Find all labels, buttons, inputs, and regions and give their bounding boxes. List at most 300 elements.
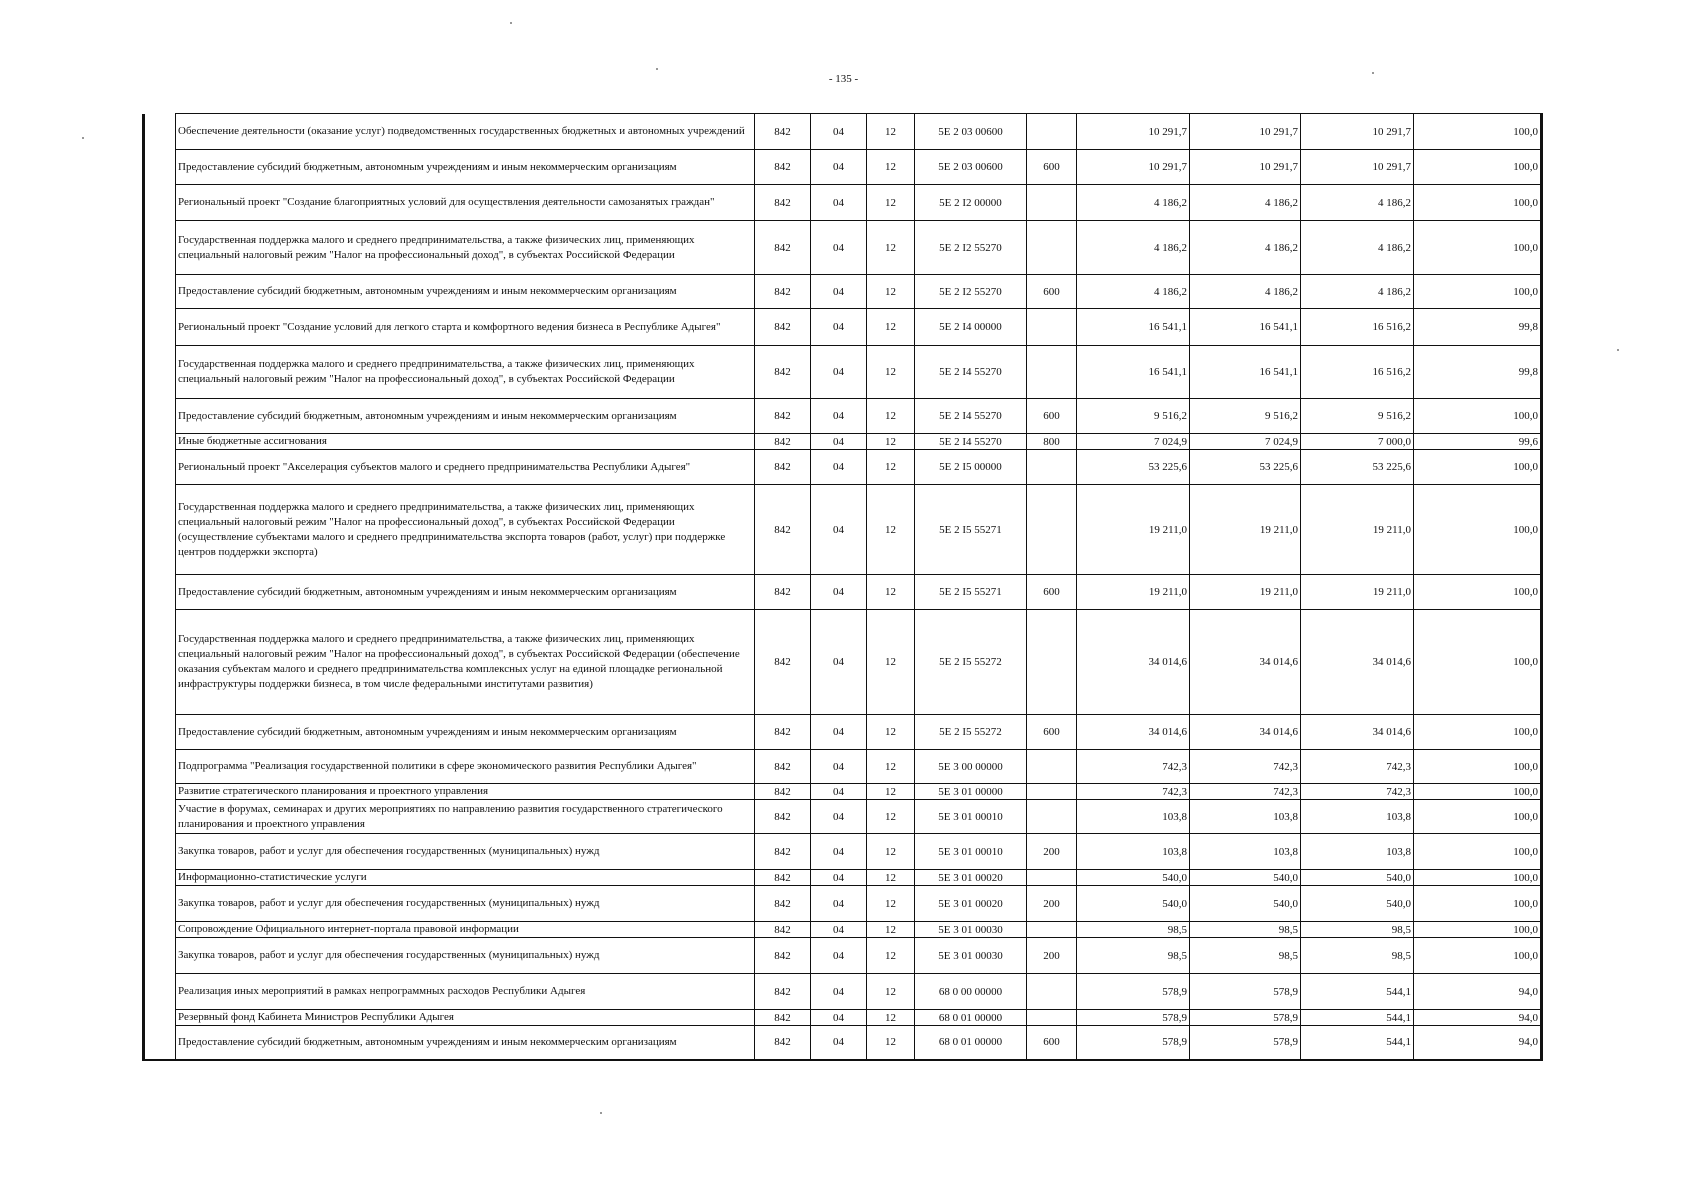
row-name: Предоставление субсидий бюджетным, автономным учреждениям и иным некоммерческим организациям bbox=[176, 150, 755, 185]
row-name: Предоставление субсидий бюджетным, автономным учреждениям и иным некоммерческим организациям bbox=[176, 275, 755, 309]
cell-refined: 34 014,6 bbox=[1190, 715, 1301, 750]
cell-percent: 100,0 bbox=[1414, 275, 1542, 309]
cell-gr: 842 bbox=[755, 485, 811, 575]
cell-rz: 04 bbox=[811, 399, 867, 434]
cell-refined: 7 024,9 bbox=[1190, 434, 1301, 450]
cell-percent: 100,0 bbox=[1414, 938, 1542, 974]
cell-gr: 842 bbox=[755, 575, 811, 610]
cell-csr: 5Е 2 I5 00000 bbox=[915, 450, 1027, 485]
cell-pr: 12 bbox=[867, 575, 915, 610]
cell-executed: 742,3 bbox=[1301, 750, 1414, 784]
cell-percent: 100,0 bbox=[1414, 185, 1542, 221]
row-name: Реализация иных мероприятий в рамках непрограммных расходов Республики Адыгея bbox=[176, 974, 755, 1010]
cell-gr: 842 bbox=[755, 275, 811, 309]
table-row bbox=[144, 1010, 1542, 1026]
cell-gr: 842 bbox=[755, 434, 811, 450]
cell-csr: 5Е 2 I2 55270 bbox=[915, 275, 1027, 309]
cell-rz: 04 bbox=[811, 150, 867, 185]
cell-gr: 842 bbox=[755, 715, 811, 750]
cell-pr: 12 bbox=[867, 800, 915, 834]
cell-executed: 103,8 bbox=[1301, 834, 1414, 870]
row-gutter bbox=[144, 575, 176, 610]
cell-percent: 99,8 bbox=[1414, 346, 1542, 399]
cell-pr: 12 bbox=[867, 610, 915, 715]
cell-gr: 842 bbox=[755, 185, 811, 221]
cell-vr bbox=[1027, 485, 1077, 575]
row-gutter bbox=[144, 450, 176, 485]
cell-percent: 94,0 bbox=[1414, 1026, 1542, 1060]
cell-pr: 12 bbox=[867, 715, 915, 750]
row-name: Региональный проект "Создание условий для легкого старта и комфортного ведения бизнеса в Республике Адыгея" bbox=[176, 309, 755, 346]
row-name: Государственная поддержка малого и среднего предпринимательства, а также физических лиц, применяющих специальный налоговый режим "Налог на профессиональный доход", в субъектах Российской Федерации (обеспечение оказания субъектам малого и среднего предпринимательства комплексных услуг на единой площадке региональной инфраструктуры поддержки бизнеса, в том числе федеральными институтами развития) bbox=[176, 610, 755, 715]
row-name: Подпрограмма "Реализация государственной политики в сфере экономического развития Республики Адыгея" bbox=[176, 750, 755, 784]
cell-rz: 04 bbox=[811, 834, 867, 870]
cell-refined: 742,3 bbox=[1190, 784, 1301, 800]
cell-csr: 68 0 00 00000 bbox=[915, 974, 1027, 1010]
row-gutter bbox=[144, 309, 176, 346]
table-row bbox=[144, 434, 1542, 450]
cell-vr bbox=[1027, 610, 1077, 715]
cell-plan: 578,9 bbox=[1077, 1026, 1190, 1060]
cell-gr: 842 bbox=[755, 221, 811, 275]
cell-plan: 9 516,2 bbox=[1077, 399, 1190, 434]
cell-executed: 544,1 bbox=[1301, 974, 1414, 1010]
row-name: Сопровождение Официального интернет-портала правовой информации bbox=[176, 922, 755, 938]
cell-percent: 99,6 bbox=[1414, 434, 1542, 450]
cell-csr: 5Е 3 01 00020 bbox=[915, 870, 1027, 886]
cell-csr: 5Е 2 I5 55271 bbox=[915, 485, 1027, 575]
table-row bbox=[144, 346, 1542, 399]
cell-pr: 12 bbox=[867, 784, 915, 800]
cell-plan: 4 186,2 bbox=[1077, 185, 1190, 221]
cell-pr: 12 bbox=[867, 434, 915, 450]
cell-rz: 04 bbox=[811, 922, 867, 938]
cell-plan: 16 541,1 bbox=[1077, 309, 1190, 346]
cell-executed: 544,1 bbox=[1301, 1010, 1414, 1026]
cell-csr: 5Е 2 I2 00000 bbox=[915, 185, 1027, 221]
cell-refined: 9 516,2 bbox=[1190, 399, 1301, 434]
row-name: Закупка товаров, работ и услуг для обеспечения государственных (муниципальных) нужд bbox=[176, 886, 755, 922]
row-name: Закупка товаров, работ и услуг для обеспечения государственных (муниципальных) нужд bbox=[176, 834, 755, 870]
cell-executed: 103,8 bbox=[1301, 800, 1414, 834]
row-name: Иные бюджетные ассигнования bbox=[176, 434, 755, 450]
cell-percent: 100,0 bbox=[1414, 450, 1542, 485]
cell-gr: 842 bbox=[755, 800, 811, 834]
cell-pr: 12 bbox=[867, 185, 915, 221]
cell-vr bbox=[1027, 784, 1077, 800]
row-gutter bbox=[144, 750, 176, 784]
cell-plan: 19 211,0 bbox=[1077, 485, 1190, 575]
cell-gr: 842 bbox=[755, 610, 811, 715]
cell-rz: 04 bbox=[811, 275, 867, 309]
cell-gr: 842 bbox=[755, 870, 811, 886]
row-name: Государственная поддержка малого и среднего предпринимательства, а также физических лиц, применяющих специальный налоговый режим "Налог на профессиональный доход", в субъектах Российской Федерации bbox=[176, 346, 755, 399]
cell-csr: 68 0 01 00000 bbox=[915, 1026, 1027, 1060]
row-gutter bbox=[144, 485, 176, 575]
row-name: Региональный проект "Акселерация субъектов малого и среднего предпринимательства Республики Адыгея" bbox=[176, 450, 755, 485]
row-gutter bbox=[144, 221, 176, 275]
cell-refined: 10 291,7 bbox=[1190, 114, 1301, 150]
cell-refined: 16 541,1 bbox=[1190, 346, 1301, 399]
row-gutter bbox=[144, 870, 176, 886]
cell-executed: 10 291,7 bbox=[1301, 150, 1414, 185]
cell-refined: 4 186,2 bbox=[1190, 221, 1301, 275]
cell-rz: 04 bbox=[811, 485, 867, 575]
cell-csr: 5Е 2 I4 55270 bbox=[915, 434, 1027, 450]
row-name: Предоставление субсидий бюджетным, автономным учреждениям и иным некоммерческим организациям bbox=[176, 1026, 755, 1060]
cell-pr: 12 bbox=[867, 114, 915, 150]
cell-refined: 98,5 bbox=[1190, 938, 1301, 974]
table-row bbox=[144, 309, 1542, 346]
scan-speck bbox=[82, 137, 84, 139]
scan-speck bbox=[656, 68, 658, 70]
cell-vr: 200 bbox=[1027, 938, 1077, 974]
cell-percent: 100,0 bbox=[1414, 715, 1542, 750]
cell-pr: 12 bbox=[867, 922, 915, 938]
table-row bbox=[144, 114, 1542, 150]
row-name: Обеспечение деятельности (оказание услуг) подведомственных государственных бюджетных и автономных учреждений bbox=[176, 114, 755, 150]
cell-csr: 5Е 3 01 00020 bbox=[915, 886, 1027, 922]
cell-refined: 578,9 bbox=[1190, 1010, 1301, 1026]
cell-gr: 842 bbox=[755, 450, 811, 485]
row-name: Информационно-статистические услуги bbox=[176, 870, 755, 886]
table-row bbox=[144, 715, 1542, 750]
cell-executed: 540,0 bbox=[1301, 870, 1414, 886]
cell-executed: 10 291,7 bbox=[1301, 114, 1414, 150]
cell-vr bbox=[1027, 922, 1077, 938]
cell-rz: 04 bbox=[811, 784, 867, 800]
cell-vr: 600 bbox=[1027, 1026, 1077, 1060]
cell-gr: 842 bbox=[755, 938, 811, 974]
cell-csr: 5Е 2 I4 55270 bbox=[915, 346, 1027, 399]
cell-csr: 5Е 2 I4 00000 bbox=[915, 309, 1027, 346]
cell-pr: 12 bbox=[867, 150, 915, 185]
cell-rz: 04 bbox=[811, 610, 867, 715]
cell-gr: 842 bbox=[755, 309, 811, 346]
cell-csr: 5Е 2 I5 55272 bbox=[915, 610, 1027, 715]
cell-plan: 742,3 bbox=[1077, 750, 1190, 784]
cell-executed: 16 516,2 bbox=[1301, 309, 1414, 346]
table-body bbox=[144, 114, 1542, 1060]
row-gutter bbox=[144, 399, 176, 434]
cell-rz: 04 bbox=[811, 870, 867, 886]
cell-refined: 16 541,1 bbox=[1190, 309, 1301, 346]
cell-rz: 04 bbox=[811, 450, 867, 485]
cell-vr bbox=[1027, 800, 1077, 834]
cell-refined: 578,9 bbox=[1190, 1026, 1301, 1060]
table-row bbox=[144, 870, 1542, 886]
cell-percent: 100,0 bbox=[1414, 150, 1542, 185]
cell-pr: 12 bbox=[867, 221, 915, 275]
cell-rz: 04 bbox=[811, 309, 867, 346]
cell-rz: 04 bbox=[811, 974, 867, 1010]
cell-percent: 94,0 bbox=[1414, 974, 1542, 1010]
cell-percent: 100,0 bbox=[1414, 800, 1542, 834]
row-name: Предоставление субсидий бюджетным, автономным учреждениям и иным некоммерческим организациям bbox=[176, 715, 755, 750]
table-row bbox=[144, 938, 1542, 974]
cell-rz: 04 bbox=[811, 1026, 867, 1060]
row-gutter bbox=[144, 1010, 176, 1026]
cell-csr: 5Е 3 01 00030 bbox=[915, 922, 1027, 938]
cell-refined: 103,8 bbox=[1190, 800, 1301, 834]
table-row bbox=[144, 575, 1542, 610]
cell-percent: 100,0 bbox=[1414, 922, 1542, 938]
cell-percent: 100,0 bbox=[1414, 485, 1542, 575]
cell-pr: 12 bbox=[867, 1010, 915, 1026]
cell-csr: 5Е 3 01 00000 bbox=[915, 784, 1027, 800]
cell-pr: 12 bbox=[867, 309, 915, 346]
cell-plan: 4 186,2 bbox=[1077, 275, 1190, 309]
cell-vr bbox=[1027, 750, 1077, 784]
scan-speck bbox=[600, 1112, 602, 1114]
cell-executed: 34 014,6 bbox=[1301, 715, 1414, 750]
cell-vr bbox=[1027, 221, 1077, 275]
cell-executed: 742,3 bbox=[1301, 784, 1414, 800]
cell-vr bbox=[1027, 1010, 1077, 1026]
row-name: Государственная поддержка малого и среднего предпринимательства, а также физических лиц, применяющих специальный налоговый режим "Налог на профессиональный доход", в субъектах Российской Федерации bbox=[176, 221, 755, 275]
table-row bbox=[144, 886, 1542, 922]
table-row bbox=[144, 922, 1542, 938]
table-row bbox=[144, 974, 1542, 1010]
cell-pr: 12 bbox=[867, 974, 915, 1010]
row-gutter bbox=[144, 922, 176, 938]
row-name: Предоставление субсидий бюджетным, автономным учреждениям и иным некоммерческим организациям bbox=[176, 399, 755, 434]
cell-vr bbox=[1027, 346, 1077, 399]
cell-executed: 9 516,2 bbox=[1301, 399, 1414, 434]
cell-csr: 68 0 01 00000 bbox=[915, 1010, 1027, 1026]
cell-plan: 578,9 bbox=[1077, 1010, 1190, 1026]
cell-pr: 12 bbox=[867, 450, 915, 485]
cell-vr bbox=[1027, 450, 1077, 485]
cell-vr: 600 bbox=[1027, 150, 1077, 185]
cell-gr: 842 bbox=[755, 1026, 811, 1060]
cell-gr: 842 bbox=[755, 750, 811, 784]
cell-gr: 842 bbox=[755, 974, 811, 1010]
cell-plan: 10 291,7 bbox=[1077, 114, 1190, 150]
cell-vr bbox=[1027, 974, 1077, 1010]
cell-vr bbox=[1027, 309, 1077, 346]
cell-percent: 100,0 bbox=[1414, 834, 1542, 870]
cell-percent: 100,0 bbox=[1414, 784, 1542, 800]
row-name: Развитие стратегического планирования и проектного управления bbox=[176, 784, 755, 800]
cell-plan: 16 541,1 bbox=[1077, 346, 1190, 399]
cell-vr: 600 bbox=[1027, 575, 1077, 610]
cell-percent: 100,0 bbox=[1414, 886, 1542, 922]
cell-plan: 98,5 bbox=[1077, 938, 1190, 974]
cell-plan: 7 024,9 bbox=[1077, 434, 1190, 450]
cell-pr: 12 bbox=[867, 938, 915, 974]
cell-vr: 600 bbox=[1027, 399, 1077, 434]
cell-executed: 544,1 bbox=[1301, 1026, 1414, 1060]
cell-gr: 842 bbox=[755, 346, 811, 399]
row-name: Участие в форумах, семинарах и других мероприятиях по направлению развития государственного стратегического планирования и проектного управления bbox=[176, 800, 755, 834]
cell-rz: 04 bbox=[811, 221, 867, 275]
table-row bbox=[144, 610, 1542, 715]
row-name: Региональный проект "Создание благоприятных условий для осуществления деятельности самозанятых граждан" bbox=[176, 185, 755, 221]
cell-rz: 04 bbox=[811, 114, 867, 150]
cell-pr: 12 bbox=[867, 834, 915, 870]
row-gutter bbox=[144, 974, 176, 1010]
table-row bbox=[144, 150, 1542, 185]
row-gutter bbox=[144, 1026, 176, 1060]
cell-csr: 5Е 2 I5 55271 bbox=[915, 575, 1027, 610]
cell-rz: 04 bbox=[811, 886, 867, 922]
cell-executed: 4 186,2 bbox=[1301, 275, 1414, 309]
cell-gr: 842 bbox=[755, 114, 811, 150]
row-gutter bbox=[144, 938, 176, 974]
cell-pr: 12 bbox=[867, 275, 915, 309]
cell-refined: 10 291,7 bbox=[1190, 150, 1301, 185]
cell-vr: 600 bbox=[1027, 275, 1077, 309]
cell-rz: 04 bbox=[811, 185, 867, 221]
row-gutter bbox=[144, 346, 176, 399]
cell-refined: 540,0 bbox=[1190, 886, 1301, 922]
row-gutter bbox=[144, 610, 176, 715]
cell-refined: 4 186,2 bbox=[1190, 275, 1301, 309]
cell-rz: 04 bbox=[811, 434, 867, 450]
cell-refined: 742,3 bbox=[1190, 750, 1301, 784]
table-row bbox=[144, 784, 1542, 800]
cell-executed: 98,5 bbox=[1301, 922, 1414, 938]
cell-percent: 99,8 bbox=[1414, 309, 1542, 346]
cell-csr: 5Е 3 01 00010 bbox=[915, 800, 1027, 834]
cell-refined: 53 225,6 bbox=[1190, 450, 1301, 485]
row-gutter bbox=[144, 114, 176, 150]
budget-expenditure-table bbox=[142, 113, 1543, 1061]
cell-pr: 12 bbox=[867, 1026, 915, 1060]
cell-rz: 04 bbox=[811, 346, 867, 399]
row-name: Резервный фонд Кабинета Министров Республики Адыгея bbox=[176, 1010, 755, 1026]
cell-plan: 540,0 bbox=[1077, 870, 1190, 886]
row-gutter bbox=[144, 886, 176, 922]
cell-percent: 100,0 bbox=[1414, 575, 1542, 610]
cell-plan: 103,8 bbox=[1077, 800, 1190, 834]
cell-rz: 04 bbox=[811, 938, 867, 974]
cell-rz: 04 bbox=[811, 715, 867, 750]
cell-executed: 540,0 bbox=[1301, 886, 1414, 922]
cell-executed: 53 225,6 bbox=[1301, 450, 1414, 485]
cell-gr: 842 bbox=[755, 886, 811, 922]
table-row bbox=[144, 800, 1542, 834]
cell-vr bbox=[1027, 870, 1077, 886]
page-number: - 135 - bbox=[828, 73, 859, 85]
cell-executed: 19 211,0 bbox=[1301, 575, 1414, 610]
cell-vr: 200 bbox=[1027, 886, 1077, 922]
cell-refined: 19 211,0 bbox=[1190, 485, 1301, 575]
row-name: Государственная поддержка малого и среднего предпринимательства, а также физических лиц, применяющих специальный налоговый режим "Налог на профессиональный доход", в субъектах Российской Федерации (осуществление субъектами малого и среднего предпринимательства экспорта товаров (работ, услуг) при поддержке центров поддержки экспорта) bbox=[176, 485, 755, 575]
cell-plan: 742,3 bbox=[1077, 784, 1190, 800]
cell-refined: 98,5 bbox=[1190, 922, 1301, 938]
cell-plan: 19 211,0 bbox=[1077, 575, 1190, 610]
table-row bbox=[144, 750, 1542, 784]
cell-pr: 12 bbox=[867, 485, 915, 575]
table-row bbox=[144, 485, 1542, 575]
cell-vr bbox=[1027, 114, 1077, 150]
cell-refined: 540,0 bbox=[1190, 870, 1301, 886]
table-row bbox=[144, 834, 1542, 870]
scan-speck bbox=[1617, 349, 1619, 351]
cell-refined: 103,8 bbox=[1190, 834, 1301, 870]
cell-pr: 12 bbox=[867, 750, 915, 784]
cell-gr: 842 bbox=[755, 784, 811, 800]
cell-plan: 103,8 bbox=[1077, 834, 1190, 870]
cell-refined: 19 211,0 bbox=[1190, 575, 1301, 610]
cell-pr: 12 bbox=[867, 399, 915, 434]
row-name: Закупка товаров, работ и услуг для обеспечения государственных (муниципальных) нужд bbox=[176, 938, 755, 974]
cell-executed: 16 516,2 bbox=[1301, 346, 1414, 399]
cell-percent: 100,0 bbox=[1414, 610, 1542, 715]
cell-executed: 7 000,0 bbox=[1301, 434, 1414, 450]
cell-plan: 53 225,6 bbox=[1077, 450, 1190, 485]
table-row bbox=[144, 1026, 1542, 1060]
cell-plan: 34 014,6 bbox=[1077, 715, 1190, 750]
cell-gr: 842 bbox=[755, 150, 811, 185]
cell-plan: 578,9 bbox=[1077, 974, 1190, 1010]
cell-csr: 5Е 3 01 00030 bbox=[915, 938, 1027, 974]
cell-percent: 94,0 bbox=[1414, 1010, 1542, 1026]
cell-percent: 100,0 bbox=[1414, 870, 1542, 886]
table-row bbox=[144, 450, 1542, 485]
cell-csr: 5Е 2 I5 55272 bbox=[915, 715, 1027, 750]
cell-plan: 540,0 bbox=[1077, 886, 1190, 922]
cell-gr: 842 bbox=[755, 399, 811, 434]
cell-gr: 842 bbox=[755, 922, 811, 938]
scan-speck bbox=[1372, 72, 1374, 74]
cell-percent: 100,0 bbox=[1414, 114, 1542, 150]
cell-pr: 12 bbox=[867, 886, 915, 922]
row-gutter bbox=[144, 715, 176, 750]
cell-refined: 4 186,2 bbox=[1190, 185, 1301, 221]
cell-csr: 5Е 2 03 00600 bbox=[915, 114, 1027, 150]
cell-rz: 04 bbox=[811, 1010, 867, 1026]
table-row bbox=[144, 275, 1542, 309]
row-gutter bbox=[144, 800, 176, 834]
cell-percent: 100,0 bbox=[1414, 399, 1542, 434]
row-gutter bbox=[144, 834, 176, 870]
row-gutter bbox=[144, 784, 176, 800]
cell-vr: 800 bbox=[1027, 434, 1077, 450]
cell-executed: 4 186,2 bbox=[1301, 185, 1414, 221]
cell-percent: 100,0 bbox=[1414, 221, 1542, 275]
cell-percent: 100,0 bbox=[1414, 750, 1542, 784]
row-gutter bbox=[144, 275, 176, 309]
cell-rz: 04 bbox=[811, 800, 867, 834]
row-name: Предоставление субсидий бюджетным, автономным учреждениям и иным некоммерческим организациям bbox=[176, 575, 755, 610]
table-row bbox=[144, 185, 1542, 221]
cell-vr bbox=[1027, 185, 1077, 221]
cell-executed: 98,5 bbox=[1301, 938, 1414, 974]
cell-refined: 578,9 bbox=[1190, 974, 1301, 1010]
cell-refined: 34 014,6 bbox=[1190, 610, 1301, 715]
cell-csr: 5Е 2 I4 55270 bbox=[915, 399, 1027, 434]
table-row bbox=[144, 221, 1542, 275]
cell-rz: 04 bbox=[811, 575, 867, 610]
cell-executed: 19 211,0 bbox=[1301, 485, 1414, 575]
row-gutter bbox=[144, 434, 176, 450]
scan-speck bbox=[510, 22, 512, 24]
cell-plan: 34 014,6 bbox=[1077, 610, 1190, 715]
cell-vr: 600 bbox=[1027, 715, 1077, 750]
cell-plan: 4 186,2 bbox=[1077, 221, 1190, 275]
cell-gr: 842 bbox=[755, 1010, 811, 1026]
cell-plan: 10 291,7 bbox=[1077, 150, 1190, 185]
cell-executed: 34 014,6 bbox=[1301, 610, 1414, 715]
row-gutter bbox=[144, 150, 176, 185]
cell-rz: 04 bbox=[811, 750, 867, 784]
cell-pr: 12 bbox=[867, 870, 915, 886]
cell-executed: 4 186,2 bbox=[1301, 221, 1414, 275]
cell-csr: 5Е 2 03 00600 bbox=[915, 150, 1027, 185]
